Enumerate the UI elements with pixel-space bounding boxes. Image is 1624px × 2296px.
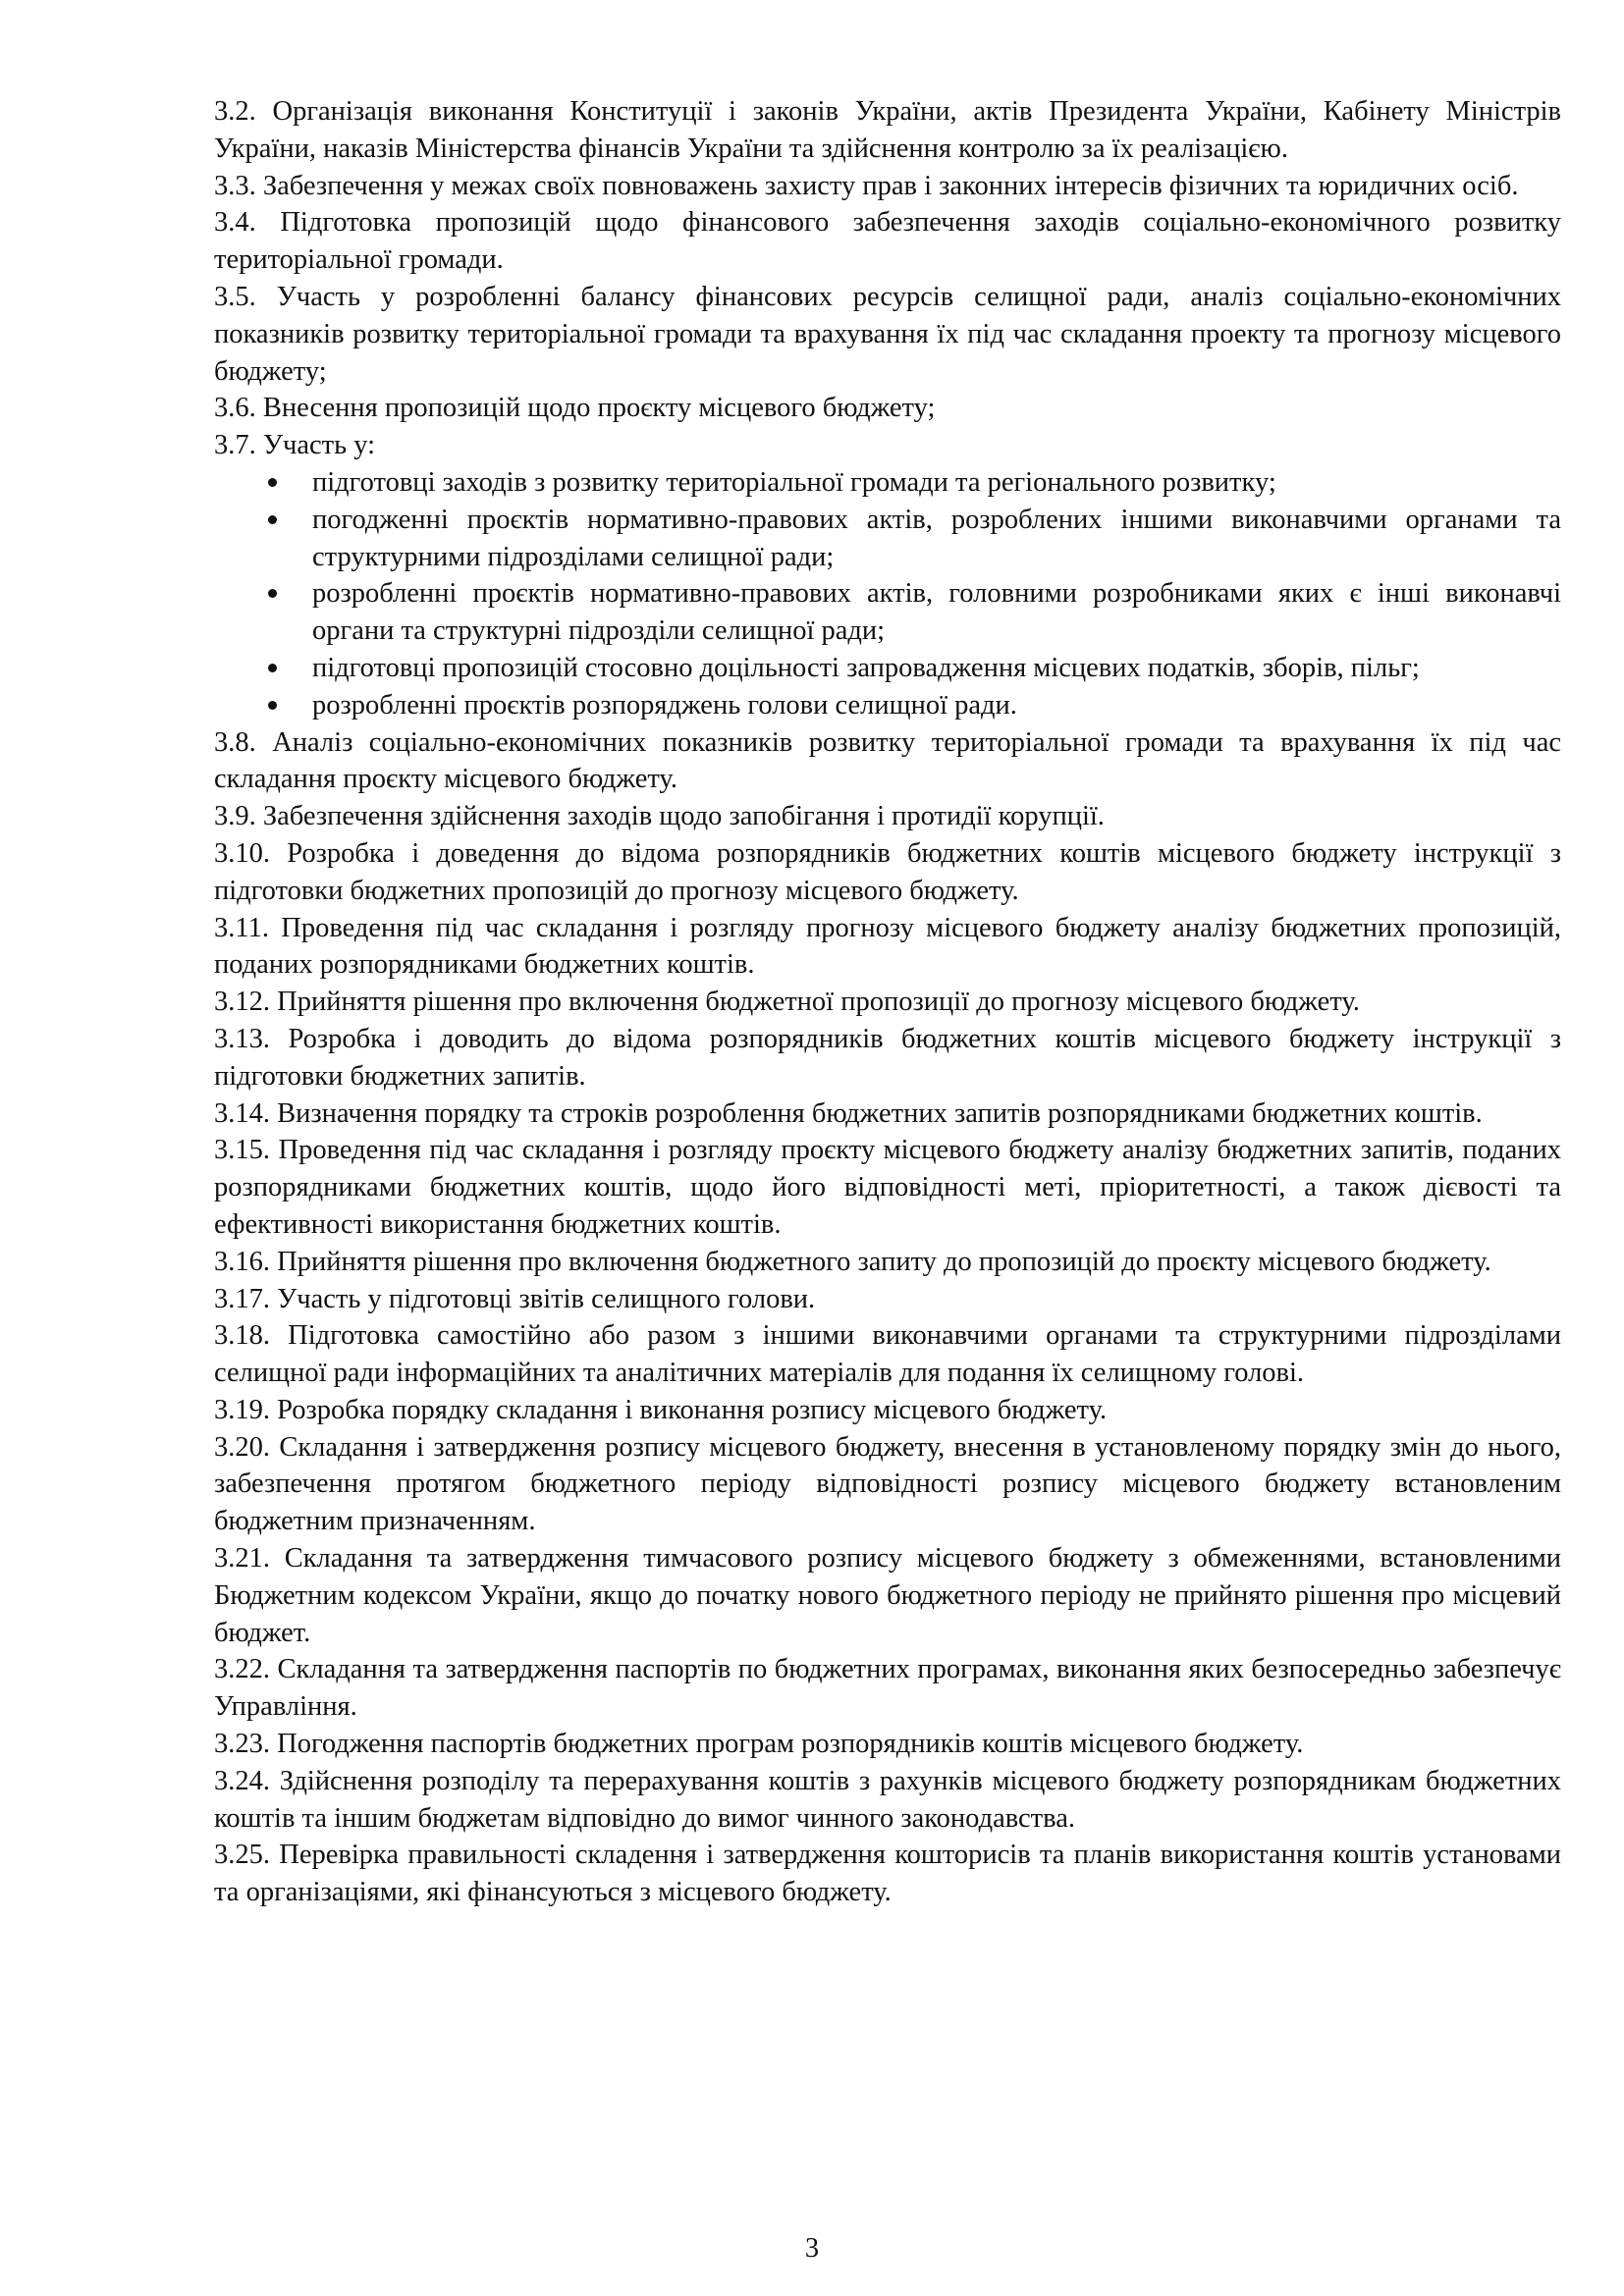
paragraph: 3.5. Участь у розробленні балансу фінансових ресурсів селищної ради, аналіз соціально-економічних показників розвитку територіальної громади та врахування їх під час складання проекту та прогнозу місцевого бюджету; [214, 281, 1561, 387]
paragraph: 3.3. Забезпечення у межах своїх повноважень захисту прав і законних інтересів фізичних та юридичних осіб. [214, 170, 1519, 201]
paragraph: 3.16. Прийняття рішення про включення бюджетного запиту до пропозицій до проєкту місцевого бюджету. [214, 1246, 1491, 1277]
bullet-text: погодженні проєктів нормативно-правових актів, розроблених іншими виконавчими органами та структурними підрозділами селищної ради; [312, 504, 1561, 572]
paragraph: 3.21. Складання та затвердження тимчасового розпису місцевого бюджету з обмеженнями, встановленими Бюджетним кодексом України, якщо до початку нового бюджетного періоду не прийнято рішення про місцевий бюджет. [214, 1543, 1561, 1648]
bullet-dot-icon [268, 515, 277, 524]
bullet-item [214, 575, 1561, 650]
paragraphs-after [214, 724, 1561, 1912]
bullet-item [214, 650, 1561, 687]
page-number: 3 [804, 2233, 820, 2264]
bullet-text: розробленні проєктів розпоряджень голови селищної ради. [312, 689, 1017, 721]
bullet-dot-icon [268, 589, 277, 598]
paragraph: 3.18. Підготовка самостійно або разом з іншими виконавчими органами та структурними підрозділами селищної ради інформаційних та аналітичних матеріалів для подання їх селищному голові. [214, 1320, 1561, 1389]
document-body [214, 93, 1561, 1911]
bullet-dot-icon [268, 478, 277, 487]
paragraph: 3.24. Здійснення розподілу та перерахування коштів з рахунків місцевого бюджету розпорядникам бюджетних коштів та іншим бюджетам відповідно до вимог чинного законодавства. [214, 1765, 1561, 1834]
paragraph: 3.6. Внесення пропозицій щодо проєкту місцевого бюджету; [214, 393, 936, 424]
paragraph: 3.7. Участь у: [214, 430, 376, 461]
paragraph: 3.8. Аналіз соціально-економічних показників розвитку територіальної громади та врахування їх під час складання проєкту місцевого бюджету. [214, 726, 1561, 795]
paragraph: 3.15. Проведення під час складання і розгляду проєкту місцевого бюджету аналізу бюджетних запитів, поданих розпорядниками бюджетних коштів, щодо його відповідності меті, пріоритетності, а також дієвості та ефективності використання бюджетних коштів. [214, 1135, 1561, 1240]
bullet-text: підготовці пропозицій стосовно доцільності запровадження місцевих податків, зборів, пільг; [312, 652, 1420, 683]
bullet-dot-icon [268, 664, 277, 672]
bullet-text: розробленні проєктів нормативно-правових актів, головними розробниками яких є інші виконавчі органи та структурні підрозділи селищної ради; [312, 578, 1561, 647]
paragraph: 3.20. Складання і затвердження розпису місцевого бюджету, внесення в установленому порядку змін до нього, забезпечення протягом бюджетного періоду відповідності розпису місцевого бюджету встановленим бюджетним призначенням. [214, 1431, 1561, 1537]
paragraph: 3.4. Підготовка пропозицій щодо фінансового забезпечення заходів соціально-економічного розвитку територіальної громади. [214, 207, 1561, 276]
paragraphs-before [214, 93, 1561, 464]
bullet-dot-icon [268, 701, 277, 710]
paragraph: 3.2. Організація виконання Конституції і законів України, актів Президента України, Кабінету Міністрів України, наказів Міністерства фінансів України та здійснення контролю за їх реалізацією. [214, 96, 1561, 164]
bullet-list [214, 464, 1561, 724]
bullet-item [214, 464, 1561, 502]
paragraph: 3.9. Забезпечення здійснення заходів щодо запобігання і протидії корупції. [214, 801, 1105, 832]
paragraph: 3.25. Перевірка правильності складення і затвердження кошторисів та планів використання коштів установами та організаціями, які фінансуються з місцевого бюджету. [214, 1840, 1561, 1908]
paragraph: 3.14. Визначення порядку та строків розроблення бюджетних запитів розпорядниками бюджетних коштів. [214, 1097, 1483, 1129]
bullet-text: підготовці заходів з розвитку територіальної громади та регіонального розвитку; [312, 466, 1276, 498]
paragraph: 3.17. Участь у підготовці звітів селищного голови. [214, 1283, 816, 1314]
paragraph: 3.12. Прийняття рішення про включення бюджетної пропозиції до прогнозу місцевого бюджету. [214, 987, 1360, 1018]
paragraph: 3.19. Розробка порядку складання і виконання розпису місцевого бюджету. [214, 1394, 1108, 1425]
bullet-item [214, 687, 1561, 724]
paragraph: 3.22. Складання та затвердження паспортів по бюджетних програмах, виконання яких безпосередньо забезпечує Управління. [214, 1654, 1561, 1723]
paragraph: 3.23. Погодження паспортів бюджетних програм розпорядників коштів місцевого бюджету. [214, 1729, 1304, 1760]
paragraph: 3.13. Розробка і доводить до відома розпорядників бюджетних коштів місцевого бюджету інструкції з підготовки бюджетних запитів. [214, 1023, 1561, 1092]
bullet-item [214, 502, 1561, 576]
paragraph: 3.10. Розробка і доведення до відома розпорядників бюджетних коштів місцевого бюджету інструкції з підготовки бюджетних пропозицій до прогнозу місцевого бюджету. [214, 837, 1561, 906]
paragraph: 3.11. Проведення під час складання і розгляду прогнозу місцевого бюджету аналізу бюджетних пропозицій, поданих розпорядниками бюджетних коштів. [214, 912, 1561, 981]
